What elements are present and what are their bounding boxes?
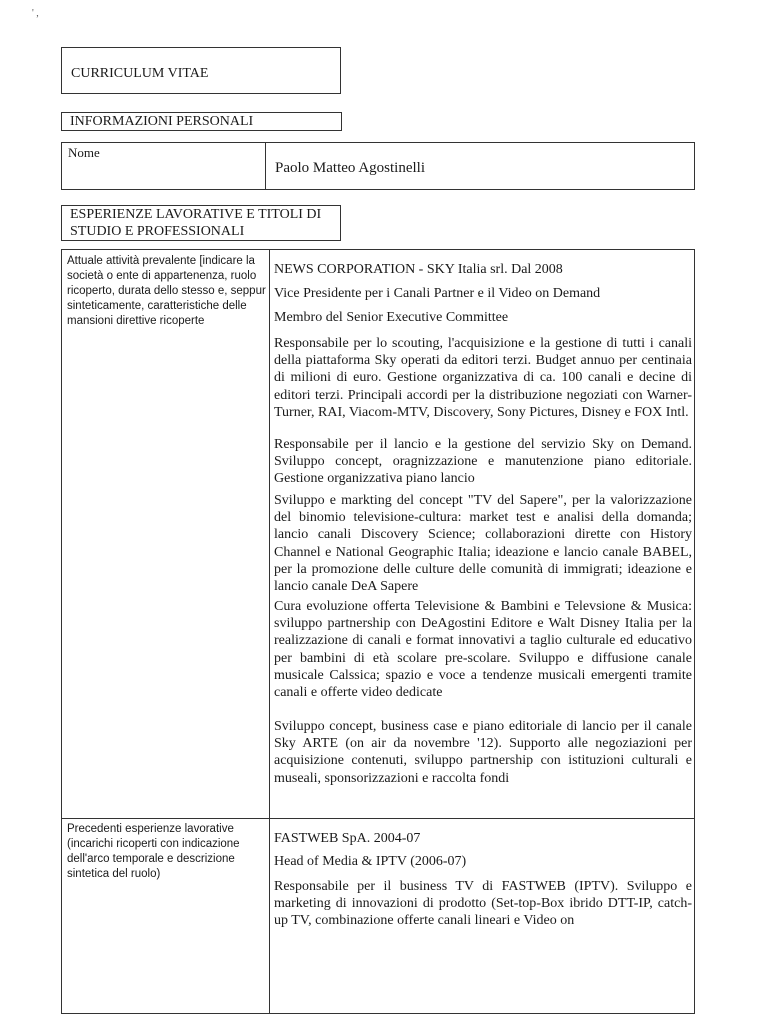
experience-table: [61, 249, 695, 1014]
column-divider: [265, 143, 266, 189]
previous-company: FASTWEB SpA. 2004-07: [274, 831, 421, 846]
cv-title: CURRICULUM VITAE: [71, 66, 209, 81]
current-paragraph-1: Responsabile per lo scouting, l'acquisizione e la gestione di tutti i canali della piattaforma Sky operati da editori terzi. Budget annuo per centinaia di milioni di euro. Gestione organizzativa di ca. 100 canali e decine di editori terzi. Principali accordi per la distribuzione negoziati con Warner-Turner, RAI, Viacom-MTV, Discovery, Sony Pictures, Disney e FOX Intl.: [274, 336, 692, 420]
experience-heading: ESPERIENZE LAVORATIVE E TITOLI DI STUDIO E PROFESSIONALI: [70, 207, 322, 239]
previous-experience-label: Precedenti esperienze lavorative (incarichi ricoperti con indicazione dell'arco temporale e descrizione sintetica del ruolo): [67, 823, 240, 880]
experience-section: [61, 205, 341, 241]
personal-info-heading: INFORMAZIONI PERSONALI: [70, 114, 254, 129]
row-divider: [62, 818, 694, 819]
name-value: Paolo Matteo Agostinelli: [275, 160, 425, 176]
current-company: NEWS CORPORATION - SKY Italia srl. Dal 2008: [274, 262, 563, 277]
current-paragraph-3: Sviluppo e markting del concept "TV del Sapere", per la valorizzazione del binomio televisione-cultura: market test e analisi della domanda; lancio canali Discovery Science; collaborazioni dirette con History Channel e National Geographic Italia; ideazione e lancio canale BABEL, per la promozione delle culture delle comunità di immigrati; ideazione e lancio canale DeA Sapere: [274, 493, 692, 595]
scan-marks: ' ,: [32, 8, 39, 19]
current-paragraph-2: Responsabile per il lancio e la gestione del servizio Sky on Demand. Sviluppo concept, oragnizzazione e manutenzione piano editoriale. Gestione organizzativa piano lancio: [274, 437, 692, 487]
name-label: Nome: [68, 145, 100, 160]
previous-role: Head of Media & IPTV (2006-07): [274, 854, 467, 869]
current-committee: Membro del Senior Executive Committee: [274, 310, 509, 325]
current-role: Vice Presidente per i Canali Partner e il Video on Demand: [274, 286, 601, 301]
name-table: [61, 142, 695, 190]
column-divider: [269, 250, 270, 1013]
current-paragraph-5: Sviluppo concept, business case e piano editoriale di lancio per il canale Sky ARTE (on air da novembre '12). Supporto alle negoziazioni per acquisizione contenuti, sviluppo partnership con istituzioni culturali e museali, sponsorizzazioni e raccolta fondi: [274, 719, 692, 786]
cv-title-box: [61, 47, 341, 94]
current-activity-label: Attuale attività prevalente [indicare la società o ente di appartenenza, ruolo ricoperto, durata dello stesso e, seppur sinteticamente, caratteristiche delle mansioni direttive ricoperte: [67, 255, 266, 327]
personal-info-section: [61, 112, 342, 131]
current-paragraph-4: Cura evoluzione offerta Televisione & Bambini e Televsione & Musica: sviluppo partnership con DeAgostini Editore e Walt Disney Italia per la realizzazione di canali e format innovativi a taglio culturale ed educativo per bambini di età scolare pre-scolare. Sviluppo e diffusione canale musicale Calssica; spazio e voce a tendenze musicali emergenti tramite canali e offerte video dedicate: [274, 599, 692, 701]
previous-paragraph: Responsabile per il business TV di FASTWEB (IPTV). Sviluppo e marketing di innovazioni di prodotto (Set-top-Box ibrido DTT-IP, catch-up TV, combinazione offerte canali lineari e Video on: [274, 879, 692, 929]
